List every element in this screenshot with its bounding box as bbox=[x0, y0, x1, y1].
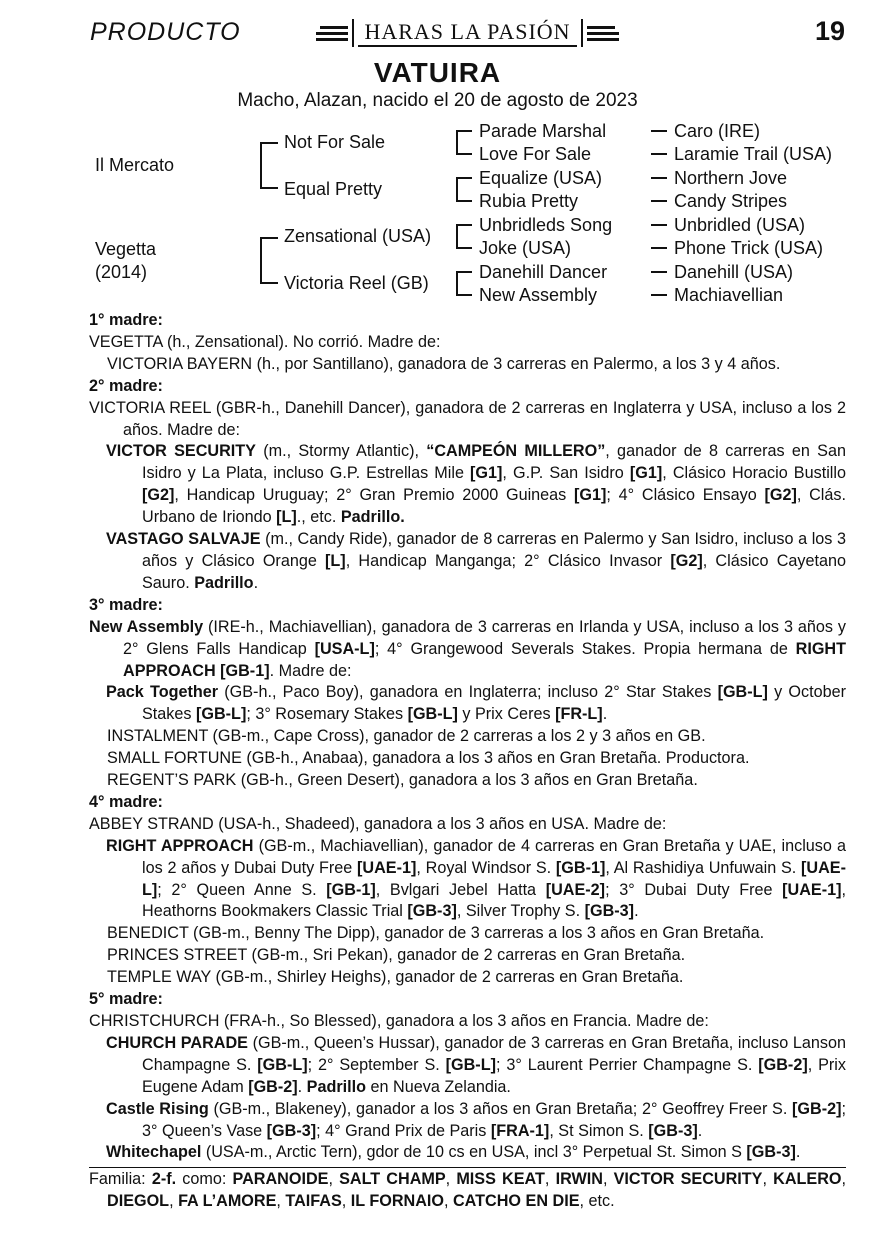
produce-entry: SMALL FORTUNE (GB-h., Anabaa), ganadora a los 3 años en Gran Bretaña. Productora. bbox=[107, 749, 750, 768]
fifth-dam-heading: 5° madre: bbox=[89, 990, 163, 1009]
second-dam-heading: 2° madre: bbox=[89, 376, 163, 395]
produce-entry: BENEDICT (GB-m., Benny The Dipp), ganador de 3 carreras a los 3 años en Gran Bretaña. bbox=[107, 924, 765, 943]
produce-entry: INSTALMENT (GB-m., Cape Cross), ganador de 2 carreras a los 2 y 3 años en GB. bbox=[107, 727, 706, 746]
produce-entry: RIGHT APPROACH (GB-m., Machiavellian), ganador de 4 carreras en Gran Bretaña y UAE, incluso a los 2 años y Dubai Duty Free [UAE-1], Royal Windsor S. [GB-1], Al Rashidiya Unfuwain S. [UAE-L]; 2° Queen Anne S. [GB-1], Bvlgari Jebel Hatta [UAE-2]; 3° Dubai Duty Free [UAE-1], Heathorns Bookmakers Classic Trial [GB-3], Silver Trophy S. [GB-3]. bbox=[106, 836, 846, 921]
pedigree-dam: Vegetta bbox=[95, 239, 157, 259]
produce-entry: Whitechapel (USA-m., Arctic Tern), gdor de 10 cs en USA, incl 3° Perpetual St. Simon S [GB-3]. bbox=[106, 1143, 801, 1162]
pedigree-gen3-2: Love For Sale bbox=[479, 144, 592, 164]
produce-record bbox=[89, 310, 846, 1213]
pedigree-gen4-6: Phone Trick (USA) bbox=[674, 238, 824, 258]
produce-entry: CHURCH PARADE (GB-m., Queen’s Hussar), ganador de 3 carreras en Gran Bretaña, incluso Lanson Champagne S. [GB-L]; 2° September S. [GB-L]; 3° Laurent Perrier Champagne S. [GB-2], Prix Eugene Adam [GB-2]. Padrillo en Nueva Zelandia. bbox=[106, 1033, 846, 1096]
produce-entry: VICTOR SECURITY (m., Stormy Atlantic), “CAMPEÓN MILLERO”, ganador de 8 carreras en San Isidro y La Plata, incluso G.P. Estrellas Mile [G1], G.P. San Isidro [G1], Clásico Horacio Bustillo [G2], Handicap Uruguay; 2° Gran Premio 2000 Guineas [G1]; 4° Clásico Ensayo [G2], Clás. Urbano de Iriondo [L]., etc. Padrillo. bbox=[106, 442, 846, 527]
page-header bbox=[0, 0, 875, 60]
family-member: DIEGOL bbox=[107, 1192, 170, 1211]
produce-entry: PRINCES STREET (GB-m., Sri Pekan), ganador de 2 carreras en Gran Bretaña. bbox=[107, 946, 686, 965]
pedigree-gen4-4: Candy Stripes bbox=[674, 191, 788, 211]
page-number: 19 bbox=[814, 16, 845, 46]
family-member: FA L’AMORE bbox=[178, 1192, 277, 1211]
pedigree-gen2-1: Not For Sale bbox=[284, 132, 386, 152]
produce-entry: Pack Together (GB-h., Paco Boy), ganadora en Inglaterra; incluso 2° Star Stakes [GB-L] y October Stakes [GB-L]; 3° Rosemary Stakes [GB-L] y Prix Ceres [FR-L]. bbox=[106, 683, 846, 724]
family-member: CATCHO EN DIE bbox=[452, 1192, 580, 1211]
brand-name: HARAS LA PASIÓN bbox=[358, 19, 576, 47]
third-dam-entry: New Assembly (IRE-h., Machiavellian), ganadora de 3 carreras en Irlanda y USA, incluso a los 3 años y 2° Glens Falls Handicap [USA-L]; 4° Grangewood Severals Stakes. Propia hermana de RIGHT APPROACH [GB-1]. Madre de: bbox=[89, 617, 847, 680]
produce-entry: REGENT’S PARK (GB-h., Green Desert), ganadora a los 3 años en Gran Bretaña. bbox=[107, 771, 698, 790]
pedigree-gen2-4: Victoria Reel (GB) bbox=[284, 273, 429, 293]
family-member: VICTOR SECURITY bbox=[613, 1170, 763, 1189]
pedigree-gen2-3: Zensational (USA) bbox=[284, 226, 432, 246]
horse-description: Macho, Alazan, nacido el 20 de agosto de 2023 bbox=[237, 90, 638, 111]
brand-logo bbox=[315, 16, 620, 50]
pedigree-gen3-6: Joke (USA) bbox=[479, 238, 572, 258]
family-members: PARANOIDE, SALT CHAMP, MISS KEAT, IRWIN, VICTOR SECURITY, KALERO, DIEGOL, FA L’AMORE, TAIFAS, IL FORNAIO, CATCHO EN DIE, etc. bbox=[107, 1170, 846, 1211]
first-dam-heading: 1° madre: bbox=[89, 311, 163, 329]
pedigree-gen4-7: Danehill (USA) bbox=[674, 262, 794, 282]
pedigree-gen4-2: Laramie Trail (USA) bbox=[674, 144, 833, 164]
produce-entry: Castle Rising (GB-m., Blakeney), ganador a los 3 años en Gran Bretaña; 2° Geoffrey Freer S. [GB-2]; 3° Queen’s Vase [GB-3]; 4° Grand Prix de Paris [FRA-1], St Simon S. [GB-3]. bbox=[106, 1099, 846, 1140]
family-member: PARANOIDE bbox=[232, 1170, 329, 1189]
produce-entry: TEMPLE WAY (GB-m., Shirley Heighs), ganador de 2 carreras en Gran Bretaña. bbox=[107, 968, 684, 987]
third-dam-heading: 3° madre: bbox=[89, 595, 163, 614]
family-member: MISS KEAT bbox=[456, 1170, 545, 1189]
produce-entry: VICTORIA BAYERN (h., por Santillano), ganadora de 3 carreras en Palermo, a los 3 y 4 años. bbox=[107, 354, 781, 373]
pedigree-gen4-3: Northern Jove bbox=[674, 168, 788, 188]
pedigree-gen4-1: Caro (IRE) bbox=[674, 121, 761, 141]
section-label: PRODUCTO bbox=[90, 18, 241, 46]
pedigree-gen4-8: Machiavellian bbox=[674, 285, 784, 305]
fifth-dam-entry: CHRISTCHURCH (FRA-h., So Blessed), ganadora a los 3 años en Francia. Madre de: bbox=[89, 1012, 709, 1030]
produce-entry: VASTAGO SALVAJE (m., Candy Ride), ganador de 8 carreras en Palermo y San Isidro, incluso a los 3 años y Clásico Orange [L], Handicap Manganga; 2° Clásico Invasor [G2], Clásico Cayetano Sauro. Padrillo. bbox=[106, 530, 846, 592]
family-member: TAIFAS bbox=[285, 1192, 342, 1211]
pedigree-gen3-8: New Assembly bbox=[479, 285, 598, 305]
pedigree-gen2-2: Equal Pretty bbox=[284, 179, 383, 199]
pedigree-sire: Il Mercato bbox=[95, 155, 175, 175]
horse-name: VATUIRA bbox=[373, 57, 502, 88]
family-member: SALT CHAMP bbox=[339, 1170, 446, 1189]
logo-bars-right-icon bbox=[587, 26, 619, 41]
first-dam-entry: VEGETTA (h., Zensational). No corrió. Madre de: bbox=[89, 332, 441, 351]
pedigree-gen3-3: Equalize (USA) bbox=[479, 168, 603, 188]
fourth-dam-entry: ABBEY STRAND (USA-h., Shadeed), ganadora a los 3 años en USA. Madre de: bbox=[89, 814, 667, 833]
second-dam-entry: VICTORIA REEL (GBR-h., Danehill Dancer), ganadora de 2 carreras en Inglaterra y USA, incluso a los 2 años. Madre de: bbox=[89, 398, 846, 439]
fourth-dam-heading: 4° madre: bbox=[89, 792, 163, 811]
pedigree-gen3-1: Parade Marshal bbox=[479, 121, 607, 141]
pedigree-gen4-5: Unbridled (USA) bbox=[674, 215, 806, 235]
family-line: Familia: 2-f. como: PARANOIDE, SALT CHAMP, MISS KEAT, IRWIN, VICTOR SECURITY, KALERO, DIEGOL, FA L’AMORE, TAIFAS, IL FORNAIO, CATCHO EN DIE, etc. bbox=[89, 1170, 846, 1211]
pedigree-gen3-5: Unbridleds Song bbox=[479, 215, 613, 235]
family-member: IL FORNAIO bbox=[350, 1192, 444, 1211]
logo-bars-left-icon bbox=[316, 26, 348, 41]
family-member: IRWIN bbox=[555, 1170, 603, 1189]
pedigree-gen3-4: Rubia Pretty bbox=[479, 191, 579, 211]
pedigree-dam-year: (2014) bbox=[95, 262, 148, 282]
divider bbox=[89, 1167, 846, 1168]
pedigree-gen3-7: Danehill Dancer bbox=[479, 262, 608, 282]
family-member: KALERO bbox=[773, 1170, 842, 1189]
